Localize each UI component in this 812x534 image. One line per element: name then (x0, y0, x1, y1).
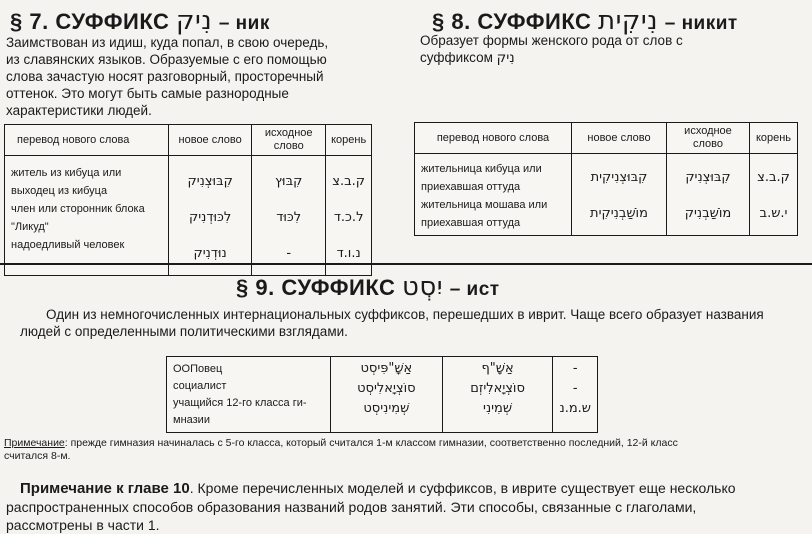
source-word-cell: קִבּוּצְנִיק מוֹשַׁבְנִיק (667, 154, 750, 236)
section-9-description: Один из немногочисленных интернациональных суффиксов, перешедших в иврит. Чаще всего образует названия людей с определенными политическими взглядами. (20, 307, 764, 339)
source-word-cell: אַשָׁ"ף סוֹצְיָאלִיזְם שְׁמִינִי (442, 357, 553, 433)
translation-cell: ООПовец социалист учащийся 12-го класса ги- мназии (167, 357, 331, 433)
new-word-cell: קִבּוּצְנִיקִית מוֹשַׁבְנִיקִית (572, 154, 667, 236)
table-header-row: перевод нового слова новое слово исходное слово корень (5, 125, 372, 156)
section-7-suffix-hebrew: נִיק (176, 6, 213, 36)
new-word-cell: אַשָׁ"פִּיסְט סוֹצְיָאלִיסְט שְׁמִינִיסְט (331, 357, 443, 433)
section-8-table (414, 122, 798, 236)
section-7-heading: § 7. СУФФИКС נִיק – ник (10, 6, 270, 36)
section-9-heading: § 9. СУФФИКС יִסְט – ист (236, 272, 500, 302)
section-7-table (4, 124, 372, 276)
section-7-description: Заимствован из идиш, куда попал, в свою очередь, из славянских языков. Образуемые с его помощью слова зачастую носят разговорный, просторечный оттенок. Это могут быть самые разнородные характеристики людей. (6, 35, 329, 118)
root-cell: ק.ב.צ י.ש.ב (750, 154, 798, 236)
new-word-cell: קִבּוּצְנִיק לִכּוּדְנִיק נוּדְנִיק (169, 156, 252, 276)
section-9-suffix-hebrew: יִסְט (402, 272, 444, 302)
section-9-footnote: Примечание: прежде гимназия начиналась с 5-го класса, который считался 1-м классом гимназии, соответственно последний, 12-й класс считался 8-м. (4, 437, 678, 462)
table-row (5, 156, 372, 276)
source-word-cell: קִבּוּץ לִכּוּד - (252, 156, 326, 276)
section-8-heading: § 8. СУФФИКС נִיקִית – никит (432, 6, 738, 36)
root-cell: - - ש.מ.נ (553, 357, 598, 433)
chapter-note: Примечание к главе 10. Кроме перечисленных моделей и суффиксов, в иврите существует еще несколько распространенных способов образования названий родов занятий. Эти способы, связанные с глаголами, рассмотрены в части 1. (6, 480, 736, 533)
translation-cell: жительница кибуца или приехавшая оттуда жительница мошава или приехавшая оттуда (415, 154, 572, 236)
root-cell: ק.ב.צ ל.כ.ד נ.ו.ד (326, 156, 372, 276)
table-row (415, 154, 798, 236)
section-8-description: Образует формы женского рода от слов с суффиксом נִיק (420, 33, 683, 66)
translation-cell: житель из кибуца или выходец из кибуца член или сторонник блока "Ликуд" надоедливый человек (5, 156, 169, 276)
section-8-suffix-hebrew: נִיקִית (598, 6, 659, 36)
table-row (167, 357, 598, 433)
table-header-row: перевод нового слова новое слово исходное слово корень (415, 123, 798, 154)
section-divider (0, 263, 812, 265)
section-9-table (166, 356, 598, 433)
